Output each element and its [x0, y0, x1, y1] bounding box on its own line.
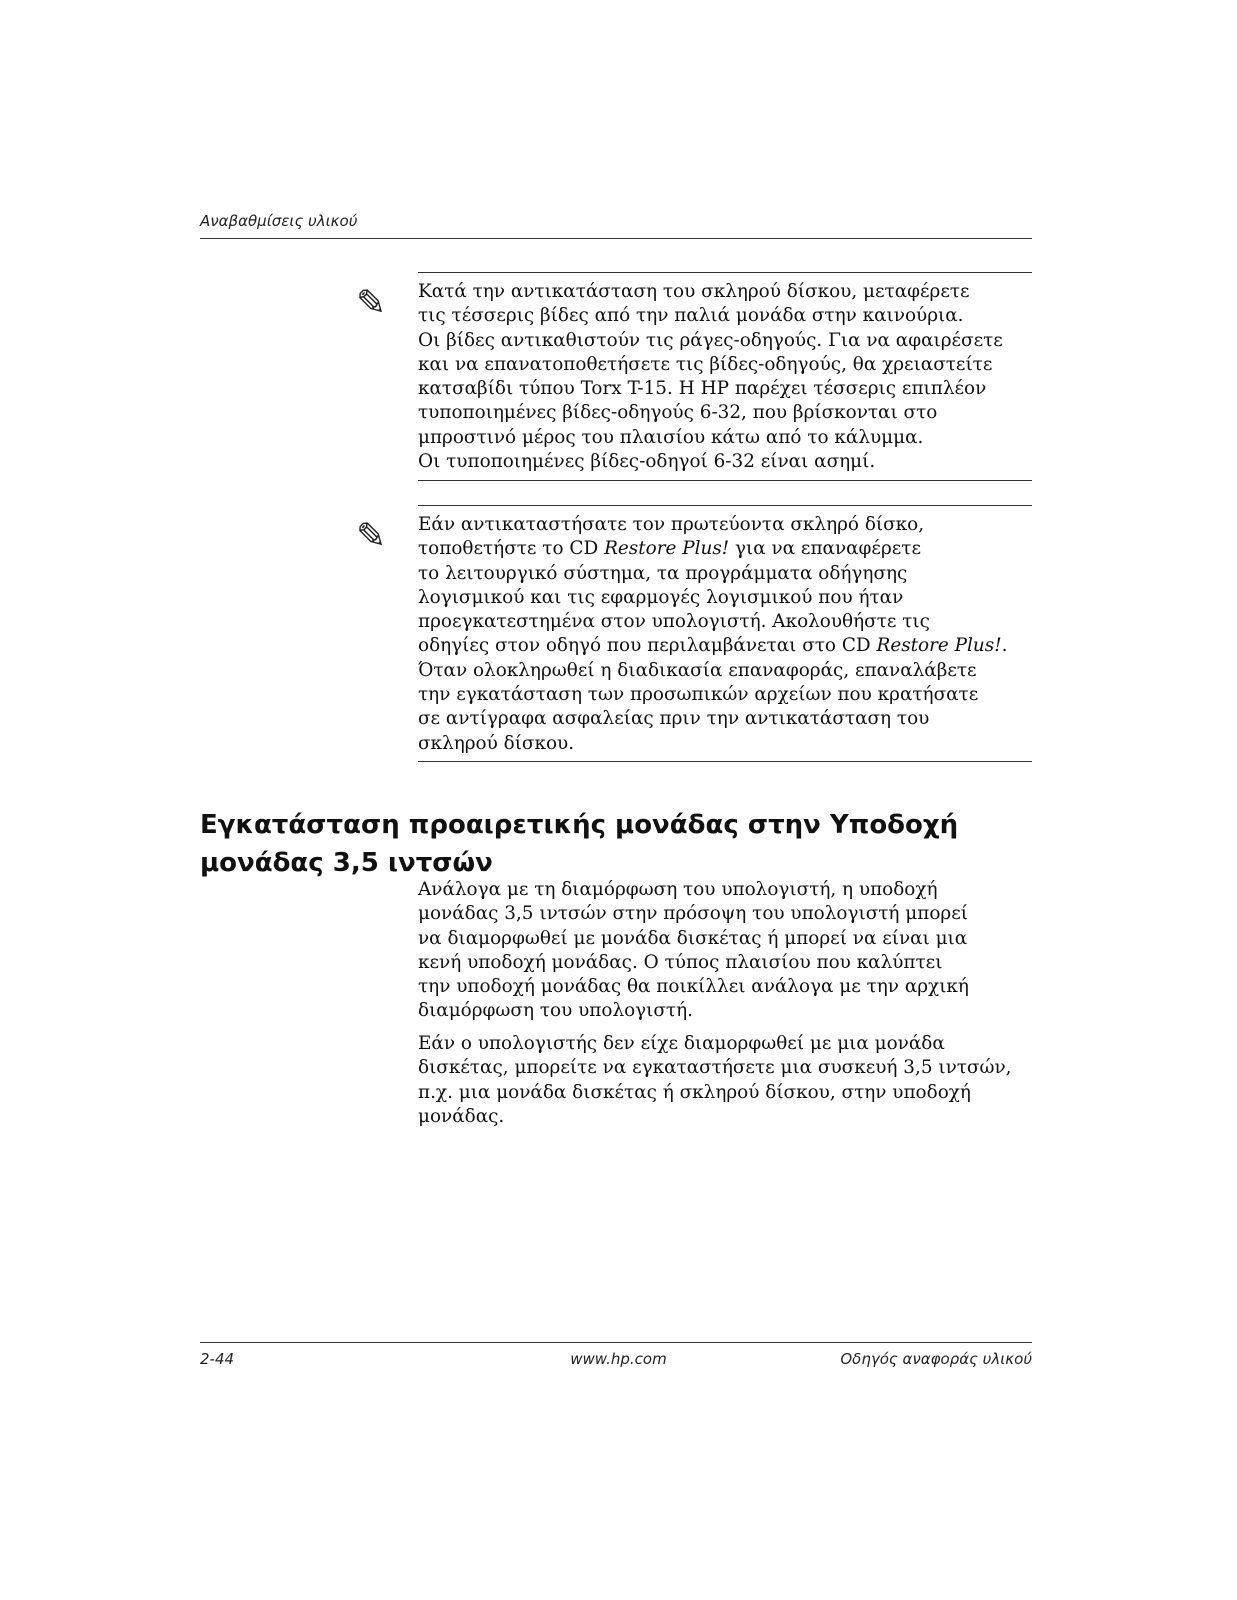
paragraph-line: να διαμορφωθεί με μονάδα δισκέτας ή μπορεί να είναι μια [418, 927, 968, 949]
note-line: Οι τυποποιημένες βίδες-οδηγοί 6-32 είναι ασημί. [418, 451, 876, 473]
note-line: την εγκατάσταση των προσωπικών αρχείων που κρατήσατε [418, 684, 979, 706]
paragraph-line: Εάν ο υπολογιστής δεν είχε διαμορφωθεί με μια μονάδα [418, 1033, 945, 1054]
note-line: Εάν αντικαταστήσατε τον πρωτεύοντα σκληρό δίσκο, [418, 514, 925, 535]
paragraph-line: μονάδας. [418, 1105, 505, 1127]
note-line: Κατά την αντικατάσταση του σκληρού δίσκου, μεταφέρετε [418, 281, 970, 302]
note-top-rule [418, 272, 1032, 273]
note-line: τις τέσσερις βίδες από την παλιά μονάδα στην καινούρια. [418, 305, 964, 327]
footer-url-link[interactable]: www.hp.com [570, 1350, 667, 1368]
header-rule [200, 238, 1032, 239]
note-line: τοποθετήστε το CD Restore Plus! για να επαναφέρετε [418, 538, 921, 560]
note-text [418, 280, 1032, 474]
paragraph-line: κενή υποδοχή μονάδας. Ο τύπος πλαισίου που καλύπτει [418, 951, 943, 973]
note-line: το λειτουργικό σύστημα, τα προγράμματα οδήγησης [418, 562, 908, 584]
note-line: λογισμικού και τις εφαρμογές λογισμικού που ήταν [418, 586, 904, 608]
footer-rule [200, 1342, 1032, 1343]
body-paragraph-1 [418, 878, 1032, 1024]
section-heading [200, 806, 1032, 882]
note-bottom-rule [418, 480, 1032, 481]
paragraph-line: δισκέτας, μπορείτε να εγκαταστήσετε μια συσκευή 3,5 ιντσών, [418, 1057, 1012, 1079]
note-line: οδηγίες στον οδηγό που περιλαμβάνεται στο CD Restore Plus!. [418, 635, 1008, 657]
body-paragraph-2 [418, 1032, 1032, 1129]
paragraph-line: διαμόρφωση του υπολογιστή. [418, 1000, 693, 1022]
pencil-icon: ✎ [356, 516, 387, 557]
footer-doc-title: Οδηγός αναφοράς υλικού [840, 1350, 1032, 1368]
section-heading-line: μονάδας 3,5 ιντσών [200, 848, 493, 878]
pencil-icon: ✎ [356, 283, 387, 324]
note-line: μπροστινό μέρος του πλαισίου κάτω από το κάλυμμα. [418, 426, 924, 448]
restore-plus-title: Restore Plus! [876, 635, 1002, 657]
note-line: Οι βίδες αντικαθιστούν τις ράγες-οδηγούς. Για να αφαιρέσετε [418, 329, 1003, 351]
note-line: σε αντίγραφα ασφαλείας πριν την αντικατάσταση του [418, 708, 930, 730]
paragraph-line: μονάδας 3,5 ιντσών στην πρόσοψη του υπολογιστή μπορεί [418, 903, 968, 925]
section-heading-line: Εγκατάσταση προαιρετικής μονάδας στην Υποδοχή [200, 810, 959, 840]
note-line: προεγκατεστημένα στον υπολογιστή. Ακολουθήστε τις [418, 611, 930, 633]
page-number: 2-44 [200, 1350, 235, 1368]
note-text [418, 513, 1032, 756]
note-line: Όταν ολοκληρωθεί η διαδικασία επαναφοράς, επαναλάβετε [418, 659, 977, 681]
note-line: τυποποιημένες βίδες-οδηγούς 6-32, που βρίσκονται στο [418, 402, 938, 424]
note-line: και να επανατοποθετήσετε τις βίδες-οδηγούς, θα χρειαστείτε [418, 353, 993, 375]
note-line: κατσαβίδι τύπου Torx T-15. Η HP παρέχει τέσσερις επιπλέον [418, 378, 987, 400]
note-bottom-rule [418, 761, 1032, 762]
running-header: Αναβαθμίσεις υλικού [200, 212, 358, 230]
paragraph-line: την υποδοχή μονάδας θα ποικίλλει ανάλογα με την αρχική [418, 976, 969, 998]
paragraph-line: π.χ. μια μονάδα δισκέτας ή σκληρού δίσκου, στην υποδοχή [418, 1081, 971, 1103]
note-line: σκληρού δίσκου. [418, 732, 575, 754]
paragraph-line: Ανάλογα με τη διαμόρφωση του υπολογιστή, η υποδοχή [418, 879, 938, 900]
restore-plus-title: Restore Plus! [604, 538, 730, 560]
note-top-rule [418, 505, 1032, 506]
